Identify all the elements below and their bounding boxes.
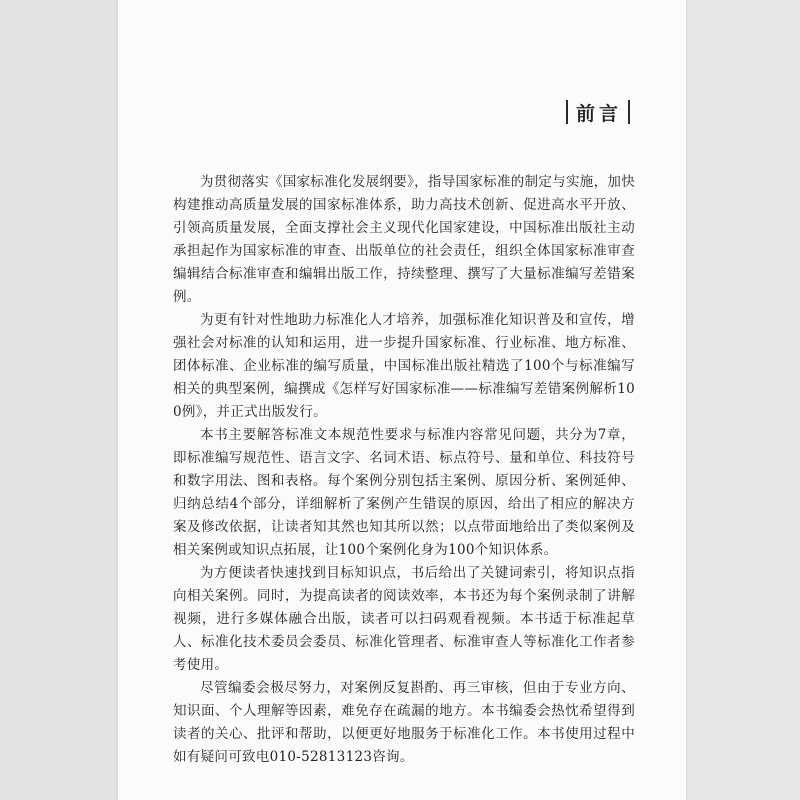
preface-heading xyxy=(560,97,636,127)
paragraph-1: 为贯彻落实《国家标准化发展纲要》，指导国家标准的制定与实施，加快构建推动高质量发展的国家标准体系，助力高技术创新、促进高水平开放、引领高质量发展，全面支撑社会主义现代化国家建设，中国标准出版社主动承担起作为国家标准的审查、出版单位的社会责任，组织全体国家标准审查编辑结合标准审查和编辑出版工作，持续整理、撰写了大量标准编写差错案例。 xyxy=(173,174,635,305)
left-page-edge xyxy=(0,0,118,800)
paragraph-5: 尽管编委会极尽努力，对案例反复斟酌、再三审核，但由于专业方向、知识面、个人理解等因素，难免存在疏漏的地方。本书编委会热忱希望得到读者的关心、批评和帮助，以便更好地服务于标准化工作。本书使用过程中如有疑问可致电010-52813123咨询。 xyxy=(173,680,635,765)
paragraph-4: 为方便读者快速找到目标知识点，书后给出了关键词索引，将知识点指向相关案例。同时，为提高读者的阅读效率，本书还为每个案例录制了讲解视频，进行多媒体融合出版，读者可以扫码观看视频。本书适于标准起草人、标准化技术委员会委员、标准化管理者、标准审查人等标准化工作者参考使用。 xyxy=(173,565,635,673)
paragraph-2: 为更有针对性地助力标准化人才培养，加强标准化知识普及和宣传，增强社会对标准的认知和运用，进一步提升国家标准、行业标准、地方标准、团体标准、企业标准的编写质量，中国标准出版社精选了100个与标准编写相关的典型案例，编撰成《怎样写好国家标准——标准编写差错案例解析100例》，并正式出版发行。 xyxy=(173,312,635,420)
heading-left-bar xyxy=(566,100,568,124)
preface-body xyxy=(173,171,635,769)
heading-right-bar xyxy=(628,100,630,124)
right-page-edge xyxy=(686,0,800,800)
paragraph-3: 本书主要解答标准文本规范性要求与标准内容常见问题，共分为7章，即标准编写规范性、语言文字、名词术语、标点符号、量和单位、科技符号和数字用法、图和表格。每个案例分别包括主案例、原因分析、案例延伸、归纳总结4个部分，详细解析了案例产生错误的原因，给出了相应的解决方案及修改依据，让读者知其然也知其所以然；以点带面地给出了类似案例及相关案例或知识点拓展，让100个案例化身为100个知识体系。 xyxy=(173,427,635,558)
heading-title: 前言 xyxy=(576,102,623,125)
